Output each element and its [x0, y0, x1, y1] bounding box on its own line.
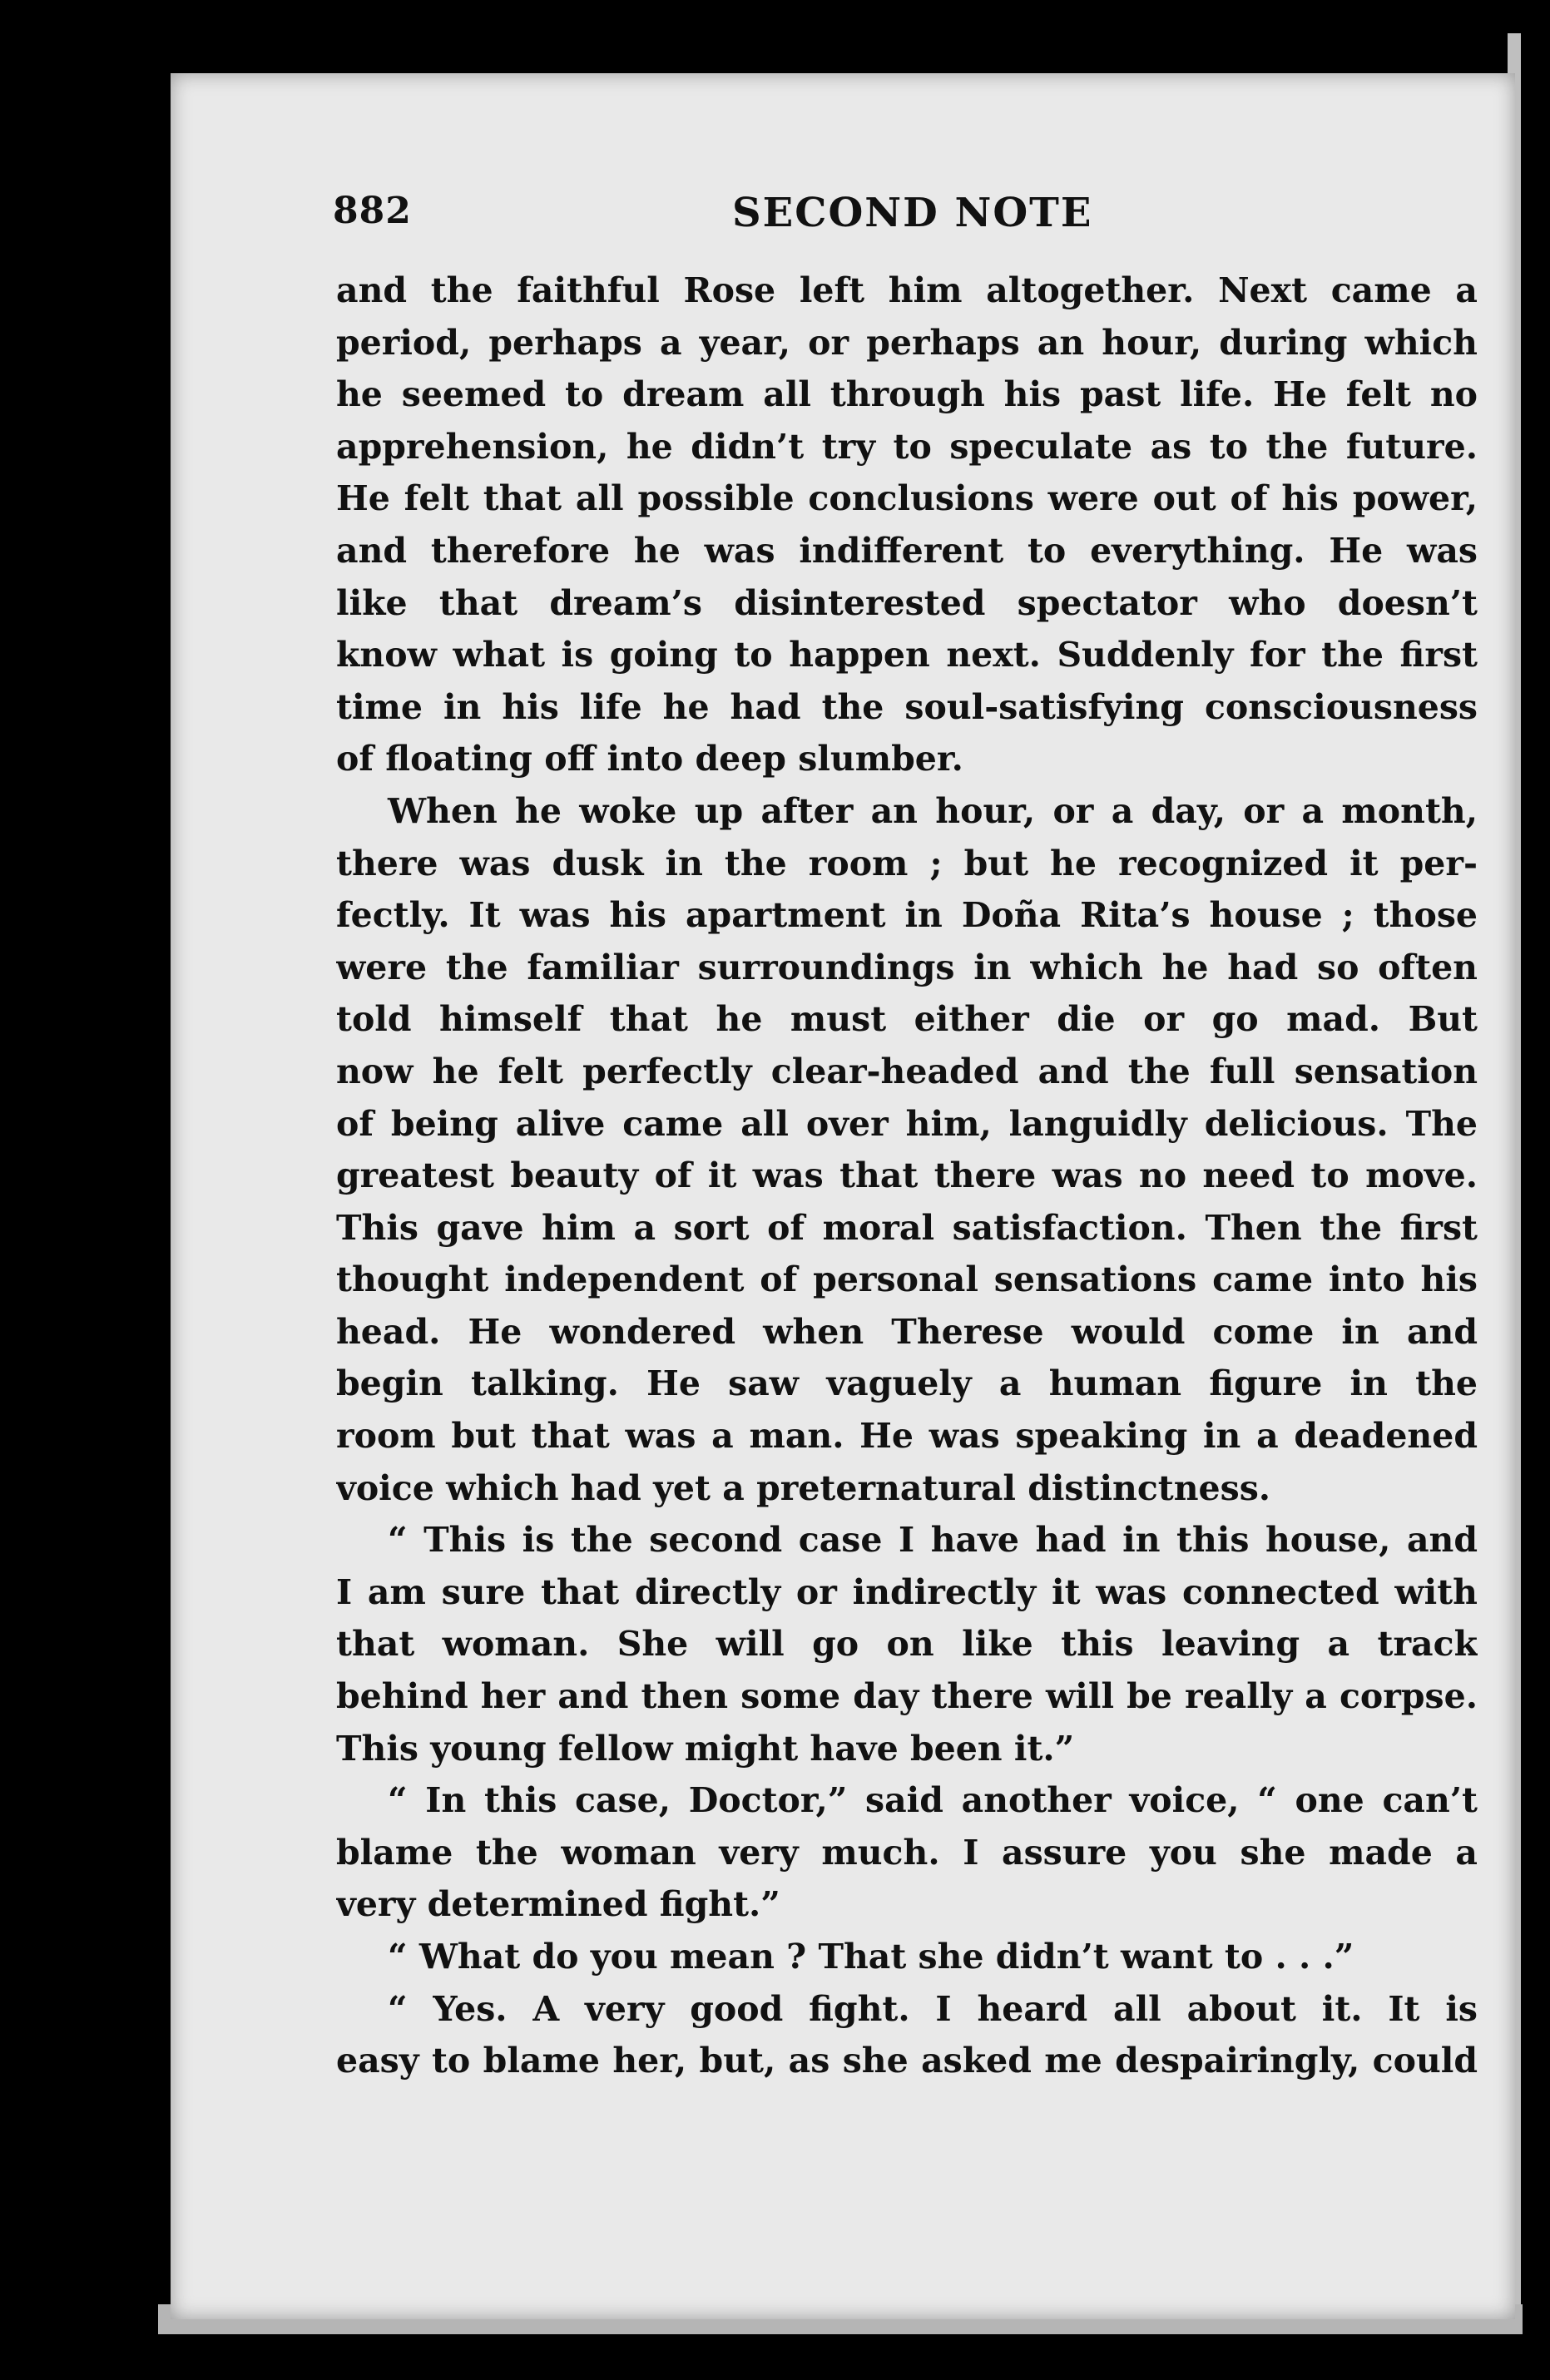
running-title: SECOND NOTE: [732, 190, 1093, 236]
text-line: time in his life he had the soul-satisfying consciousness: [336, 686, 1478, 727]
text-line: fectly. It was his apartment in Doña Rita’s house ; those: [336, 895, 1478, 936]
text-line: This gave him a sort of moral satisfaction. Then the first: [336, 1207, 1478, 1248]
text-line: and the faithful Rose left him altogether. Next came a: [336, 270, 1478, 310]
text-line: voice which had yet a preternatural distinctness.: [336, 1467, 1271, 1508]
text-line: “ Yes. A very good fight. I heard all about it. It is: [388, 1988, 1478, 2029]
page-number: 882: [333, 190, 412, 232]
text-line: I am sure that directly or indirectly it was connected with: [336, 1571, 1478, 1612]
text-line: blame the woman very much. I assure you she made a: [336, 1832, 1478, 1873]
text-line: know what is going to happen next. Suddenly for the first: [336, 635, 1478, 675]
text-line: now he felt perfectly clear-headed and the full sensation: [336, 1051, 1478, 1091]
text-line: behind her and then some day there will be really a corpse.: [336, 1676, 1478, 1717]
text-line: This young fellow might have been it.”: [336, 1728, 1075, 1769]
text-line: and therefore he was indifferent to everything. He was: [336, 530, 1478, 571]
text-line: greatest beauty of it was that there was no need to move.: [336, 1155, 1478, 1196]
text-line: there was dusk in the room ; but he recognized it per-: [336, 843, 1478, 883]
text-line: of being alive came all over him, languidly delicious. The: [336, 1103, 1478, 1144]
text-line: easy to blame her, but, as she asked me despairingly, could: [336, 2041, 1478, 2081]
text-line: room but that was a man. He was speaking in a deadened: [336, 1416, 1478, 1457]
text-line: like that dream’s disinterested spectator who doesn’t: [336, 582, 1478, 623]
text-line: begin talking. He saw vaguely a human figure in the: [336, 1363, 1478, 1404]
text-line: “ In this case, Doctor,” said another voice, “ one can’t: [388, 1780, 1478, 1821]
text-line: He felt that all possible conclusions were out of his power,: [336, 478, 1478, 519]
text-line: that woman. She will go on like this leaving a track: [336, 1624, 1478, 1665]
text-line: “ What do you mean ? That she didn’t want to . . .”: [388, 1937, 1354, 1977]
text-line: very determined fight.”: [336, 1884, 780, 1925]
text-line: thought independent of personal sensations came into his: [336, 1259, 1478, 1300]
text-line: “ This is the second case I have had in this house, and: [388, 1520, 1478, 1561]
text-line: When he woke up after an hour, or a day, or a month,: [388, 790, 1478, 831]
text-line: period, perhaps a year, or perhaps an hour, during which: [336, 322, 1478, 363]
text-line: of floating off into deep slumber.: [336, 739, 963, 779]
text-line: he seemed to dream all through his past life. He felt no: [336, 374, 1478, 415]
body-text: [336, 265, 1478, 2087]
text-line: told himself that he must either die or go mad. But: [336, 999, 1478, 1040]
text-line: apprehension, he didn’t try to speculate as to the future.: [336, 426, 1478, 467]
text-line: head. He wondered when Therese would come in and: [336, 1311, 1478, 1352]
page-header: [333, 190, 1481, 248]
text-line: were the familiar surroundings in which he had so often: [336, 947, 1478, 987]
